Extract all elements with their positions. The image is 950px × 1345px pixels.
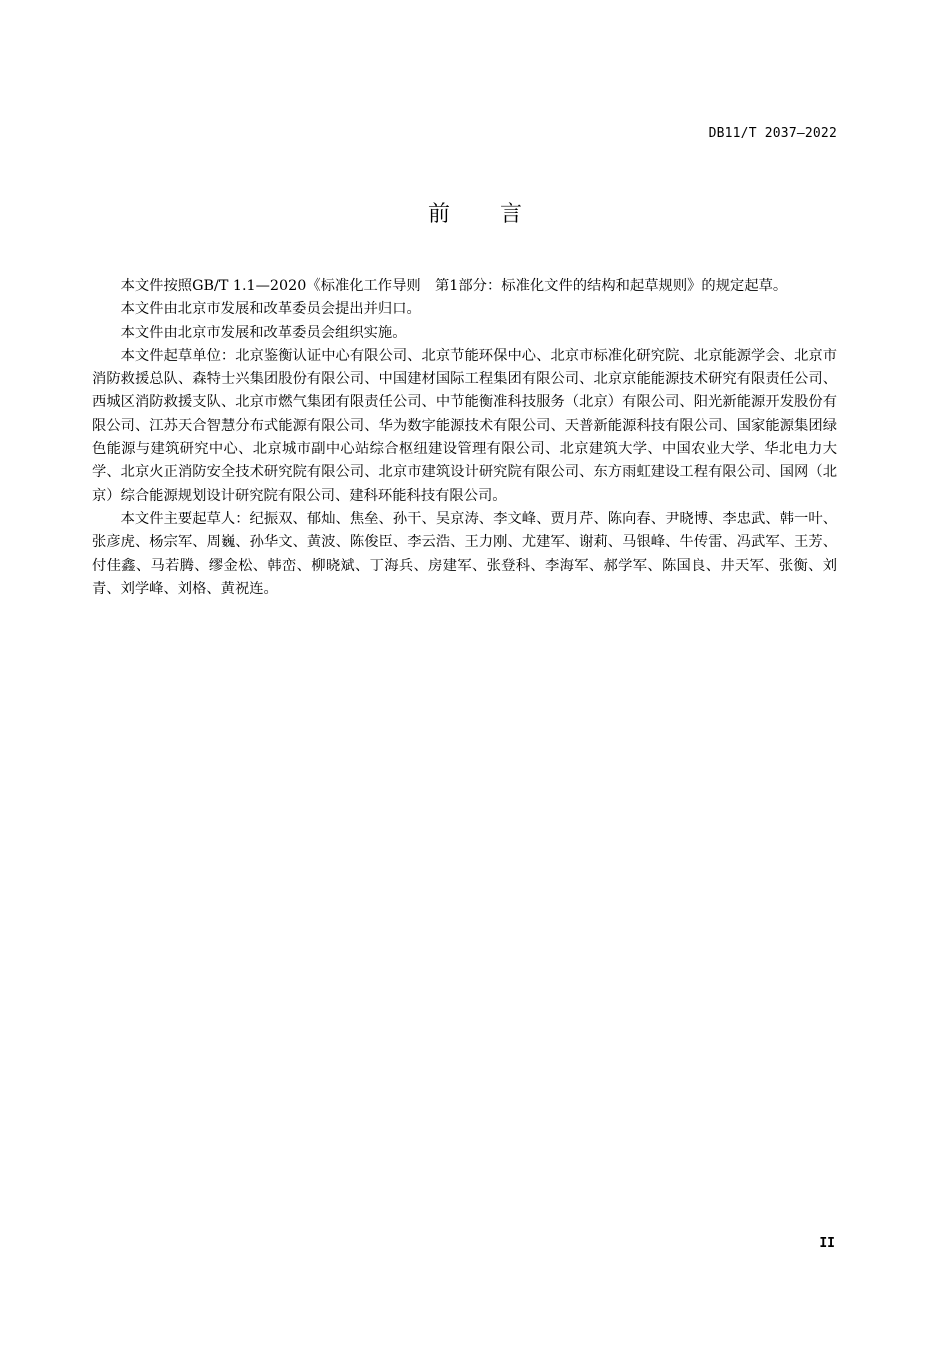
paragraph-drafting-units: 本文件起草单位：北京鉴衡认证中心有限公司、北京节能环保中心、北京市标准化研究院、北京能源学会、北京市消防救援总队、森特士兴集团股份有限公司、中国建材国际工程集团有限公司、北京京能能源技术研究有限责任公司、西城区消防救援支队、北京市燃气集团有限责任公司、中节能衡准科技服务（北京）有限公司、阳光新能源开发股份有限公司、江苏天合智慧分布式能源有限公司、华为数字能源技术有限公司、天普新能源科技有限公司、国家能源集团绿色能源与建筑研究中心、北京城市副中心站综合枢纽建设管理有限公司、北京建筑大学、中国农业大学、华北电力大学、北京火正消防安全技术研究院有限公司、北京市建筑设计研究院有限公司、东方雨虹建设工程有限公司、国网（北京）综合能源规划设计研究院有限公司、建科环能科技有限公司。 [92, 347, 837, 504]
page-title-char-2: 言 [500, 202, 523, 227]
document-code: DB11/T 2037—2022 [708, 126, 837, 141]
foreword-body [92, 275, 837, 601]
paragraph-drafters: 本文件主要起草人：纪振双、郁灿、焦垒、孙干、吴京涛、李文峰、贾月芹、陈向春、尹晓博、李忠武、韩一叶、张彦虎、杨宗军、周巍、孙华文、黄波、陈俊臣、李云浩、王力刚、尤建军、谢莉、马银峰、牛传雷、冯武军、王芳、付佳鑫、马若腾、缪金松、韩峦、柳晓斌、丁海兵、房建军、张登科、李海军、郝学军、陈国良、井天军、张衡、刘青、刘学峰、刘格、黄祝连。 [92, 510, 837, 597]
page-title-char-1: 前 [427, 202, 450, 227]
paragraph-implementer: 本文件由北京市发展和改革委员会组织实施。 [120, 324, 407, 341]
page-number: II [819, 1236, 835, 1251]
paragraph-proposer: 本文件由北京市发展和改革委员会提出并归口。 [120, 301, 421, 318]
paragraph-basis: 本文件按照GB/T 1.1—2020《标准化工作导则 第1部分：标准化文件的结构和起草规则》的规定起草。 [120, 278, 788, 294]
page-title [0, 200, 950, 230]
